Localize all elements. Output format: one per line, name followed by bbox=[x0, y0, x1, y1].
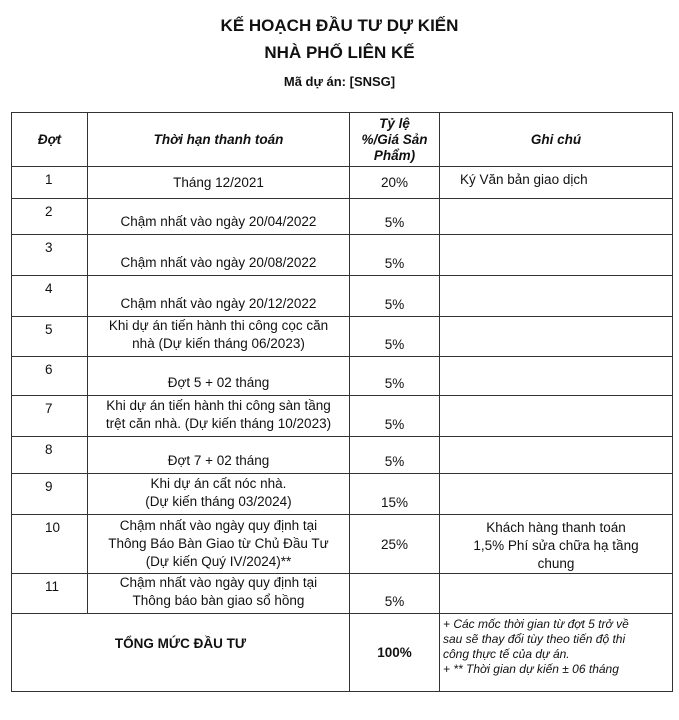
term-line: Chậm nhất vào ngày 20/08/2022 bbox=[120, 255, 317, 270]
header-period: Đợt bbox=[12, 113, 88, 167]
footnotes bbox=[440, 614, 673, 692]
period-cell: 8 bbox=[12, 437, 88, 474]
term-cell bbox=[88, 167, 350, 199]
table-row bbox=[12, 357, 673, 396]
ratio-cell: 5% bbox=[350, 199, 440, 235]
term-line: Chậm nhất vào ngày 20/04/2022 bbox=[120, 214, 317, 229]
ratio-cell: 25% bbox=[350, 515, 440, 574]
ratio-cell: 5% bbox=[350, 276, 440, 317]
table-row bbox=[12, 167, 673, 199]
term-line: trệt căn nhà. (Dự kiến tháng 10/2023) bbox=[105, 416, 332, 431]
table-row bbox=[12, 317, 673, 357]
header-term: Thời hạn thanh toán bbox=[88, 113, 350, 167]
period-cell: 9 bbox=[12, 474, 88, 515]
table-row bbox=[12, 515, 673, 574]
term-line: (Dự kiến Quý IV/2024)** bbox=[145, 554, 292, 569]
term-line: Thông Báo Bàn Giao từ Chủ Đầu Tư bbox=[108, 536, 329, 551]
term-cell bbox=[88, 276, 350, 317]
total-row bbox=[12, 614, 673, 692]
period-cell: 7 bbox=[12, 396, 88, 437]
term-line: Chậm nhất vào ngày 20/12/2022 bbox=[120, 296, 317, 311]
term-cell bbox=[88, 199, 350, 235]
term-line: Khi dự án cất nóc nhà. bbox=[150, 476, 287, 491]
document-title: KẾ HOẠCH ĐẦU TƯ DỰ KIẾN bbox=[220, 16, 459, 35]
term-line: Đợt 7 + 02 tháng bbox=[167, 453, 270, 468]
footnote-line: sau sẽ thay đổi tùy theo tiến độ thi bbox=[443, 632, 626, 646]
period-cell: 4 bbox=[12, 276, 88, 317]
term-line: Chậm nhất vào ngày quy định tại bbox=[119, 575, 318, 590]
period-cell: 3 bbox=[12, 235, 88, 276]
note-cell bbox=[440, 276, 673, 317]
ratio-cell: 20% bbox=[350, 167, 440, 199]
period-cell: 1 bbox=[12, 167, 88, 199]
table-row bbox=[12, 199, 673, 235]
term-cell bbox=[88, 317, 350, 357]
term-line: Đợt 5 + 02 tháng bbox=[167, 375, 270, 390]
note-cell bbox=[440, 357, 673, 396]
header-note: Ghi chú bbox=[440, 113, 673, 167]
term-line: Khi dự án tiến hành thi công cọc căn bbox=[108, 318, 329, 333]
period-cell: 2 bbox=[12, 199, 88, 235]
footnote-line: + ** Thời gian dự kiến ± 06 tháng bbox=[443, 662, 619, 676]
term-cell bbox=[88, 574, 350, 614]
note-cell bbox=[440, 437, 673, 474]
term-line: Chậm nhất vào ngày quy định tại bbox=[119, 518, 318, 533]
footnote-line: + Các mốc thời gian từ đợt 5 trở về bbox=[443, 617, 629, 631]
ratio-cell: 5% bbox=[350, 437, 440, 474]
header-ratio-line1: Tỷ lệ bbox=[379, 115, 410, 131]
note-cell bbox=[440, 317, 673, 357]
note-cell bbox=[440, 396, 673, 437]
ratio-cell: 5% bbox=[350, 357, 440, 396]
header-ratio-line3: Phẩm) bbox=[373, 147, 416, 163]
total-label: TỔNG MỨC ĐẦU TƯ bbox=[12, 614, 350, 692]
note-cell bbox=[440, 474, 673, 515]
term-cell bbox=[88, 396, 350, 437]
note-cell bbox=[440, 574, 673, 614]
note-line: Ký Văn bản giao dịch bbox=[460, 172, 588, 187]
term-cell bbox=[88, 235, 350, 276]
table-row bbox=[12, 474, 673, 515]
term-line: Tháng 12/2021 bbox=[173, 174, 264, 190]
note-cell bbox=[440, 515, 673, 574]
header-ratio-line2: %/Giá Sản bbox=[361, 131, 428, 147]
note-cell bbox=[440, 199, 673, 235]
term-line: nhà (Dự kiến tháng 06/2023) bbox=[132, 336, 305, 351]
payment-schedule-table bbox=[11, 112, 673, 692]
term-cell bbox=[88, 357, 350, 396]
table-row bbox=[12, 276, 673, 317]
note-line: chung bbox=[537, 556, 575, 571]
term-cell bbox=[88, 515, 350, 574]
period-cell: 5 bbox=[12, 317, 88, 357]
table-row bbox=[12, 437, 673, 474]
ratio-cell: 5% bbox=[350, 235, 440, 276]
note-cell bbox=[440, 167, 673, 199]
note-line: Khách hàng thanh toán bbox=[486, 520, 626, 535]
table-header-row bbox=[12, 113, 673, 167]
period-cell: 10 bbox=[12, 515, 88, 574]
table-row bbox=[12, 396, 673, 437]
ratio-cell: 15% bbox=[350, 474, 440, 515]
table-row bbox=[12, 574, 673, 614]
note-line: 1,5% Phí sửa chữa hạ tầng bbox=[473, 538, 639, 553]
term-cell bbox=[88, 474, 350, 515]
total-ratio: 100% bbox=[350, 614, 440, 692]
ratio-cell: 5% bbox=[350, 574, 440, 614]
term-line: Khi dự án tiến hành thi công sàn tầng bbox=[106, 398, 331, 413]
document-subtitle: NHÀ PHỐ LIÊN KẾ bbox=[264, 43, 415, 62]
period-cell: 11 bbox=[12, 574, 88, 614]
table-row bbox=[12, 235, 673, 276]
header-ratio bbox=[350, 113, 440, 167]
period-cell: 6 bbox=[12, 357, 88, 396]
term-cell bbox=[88, 437, 350, 474]
project-code: Mã dự án: [SNSG] bbox=[283, 74, 396, 89]
term-line: (Dự kiến tháng 03/2024) bbox=[145, 494, 292, 509]
term-line: Thông báo bàn giao sổ hồng bbox=[132, 593, 305, 608]
footnote-line: công thực tế của dự án. bbox=[443, 647, 570, 661]
note-cell bbox=[440, 235, 673, 276]
ratio-cell: 5% bbox=[350, 396, 440, 437]
ratio-cell: 5% bbox=[350, 317, 440, 357]
